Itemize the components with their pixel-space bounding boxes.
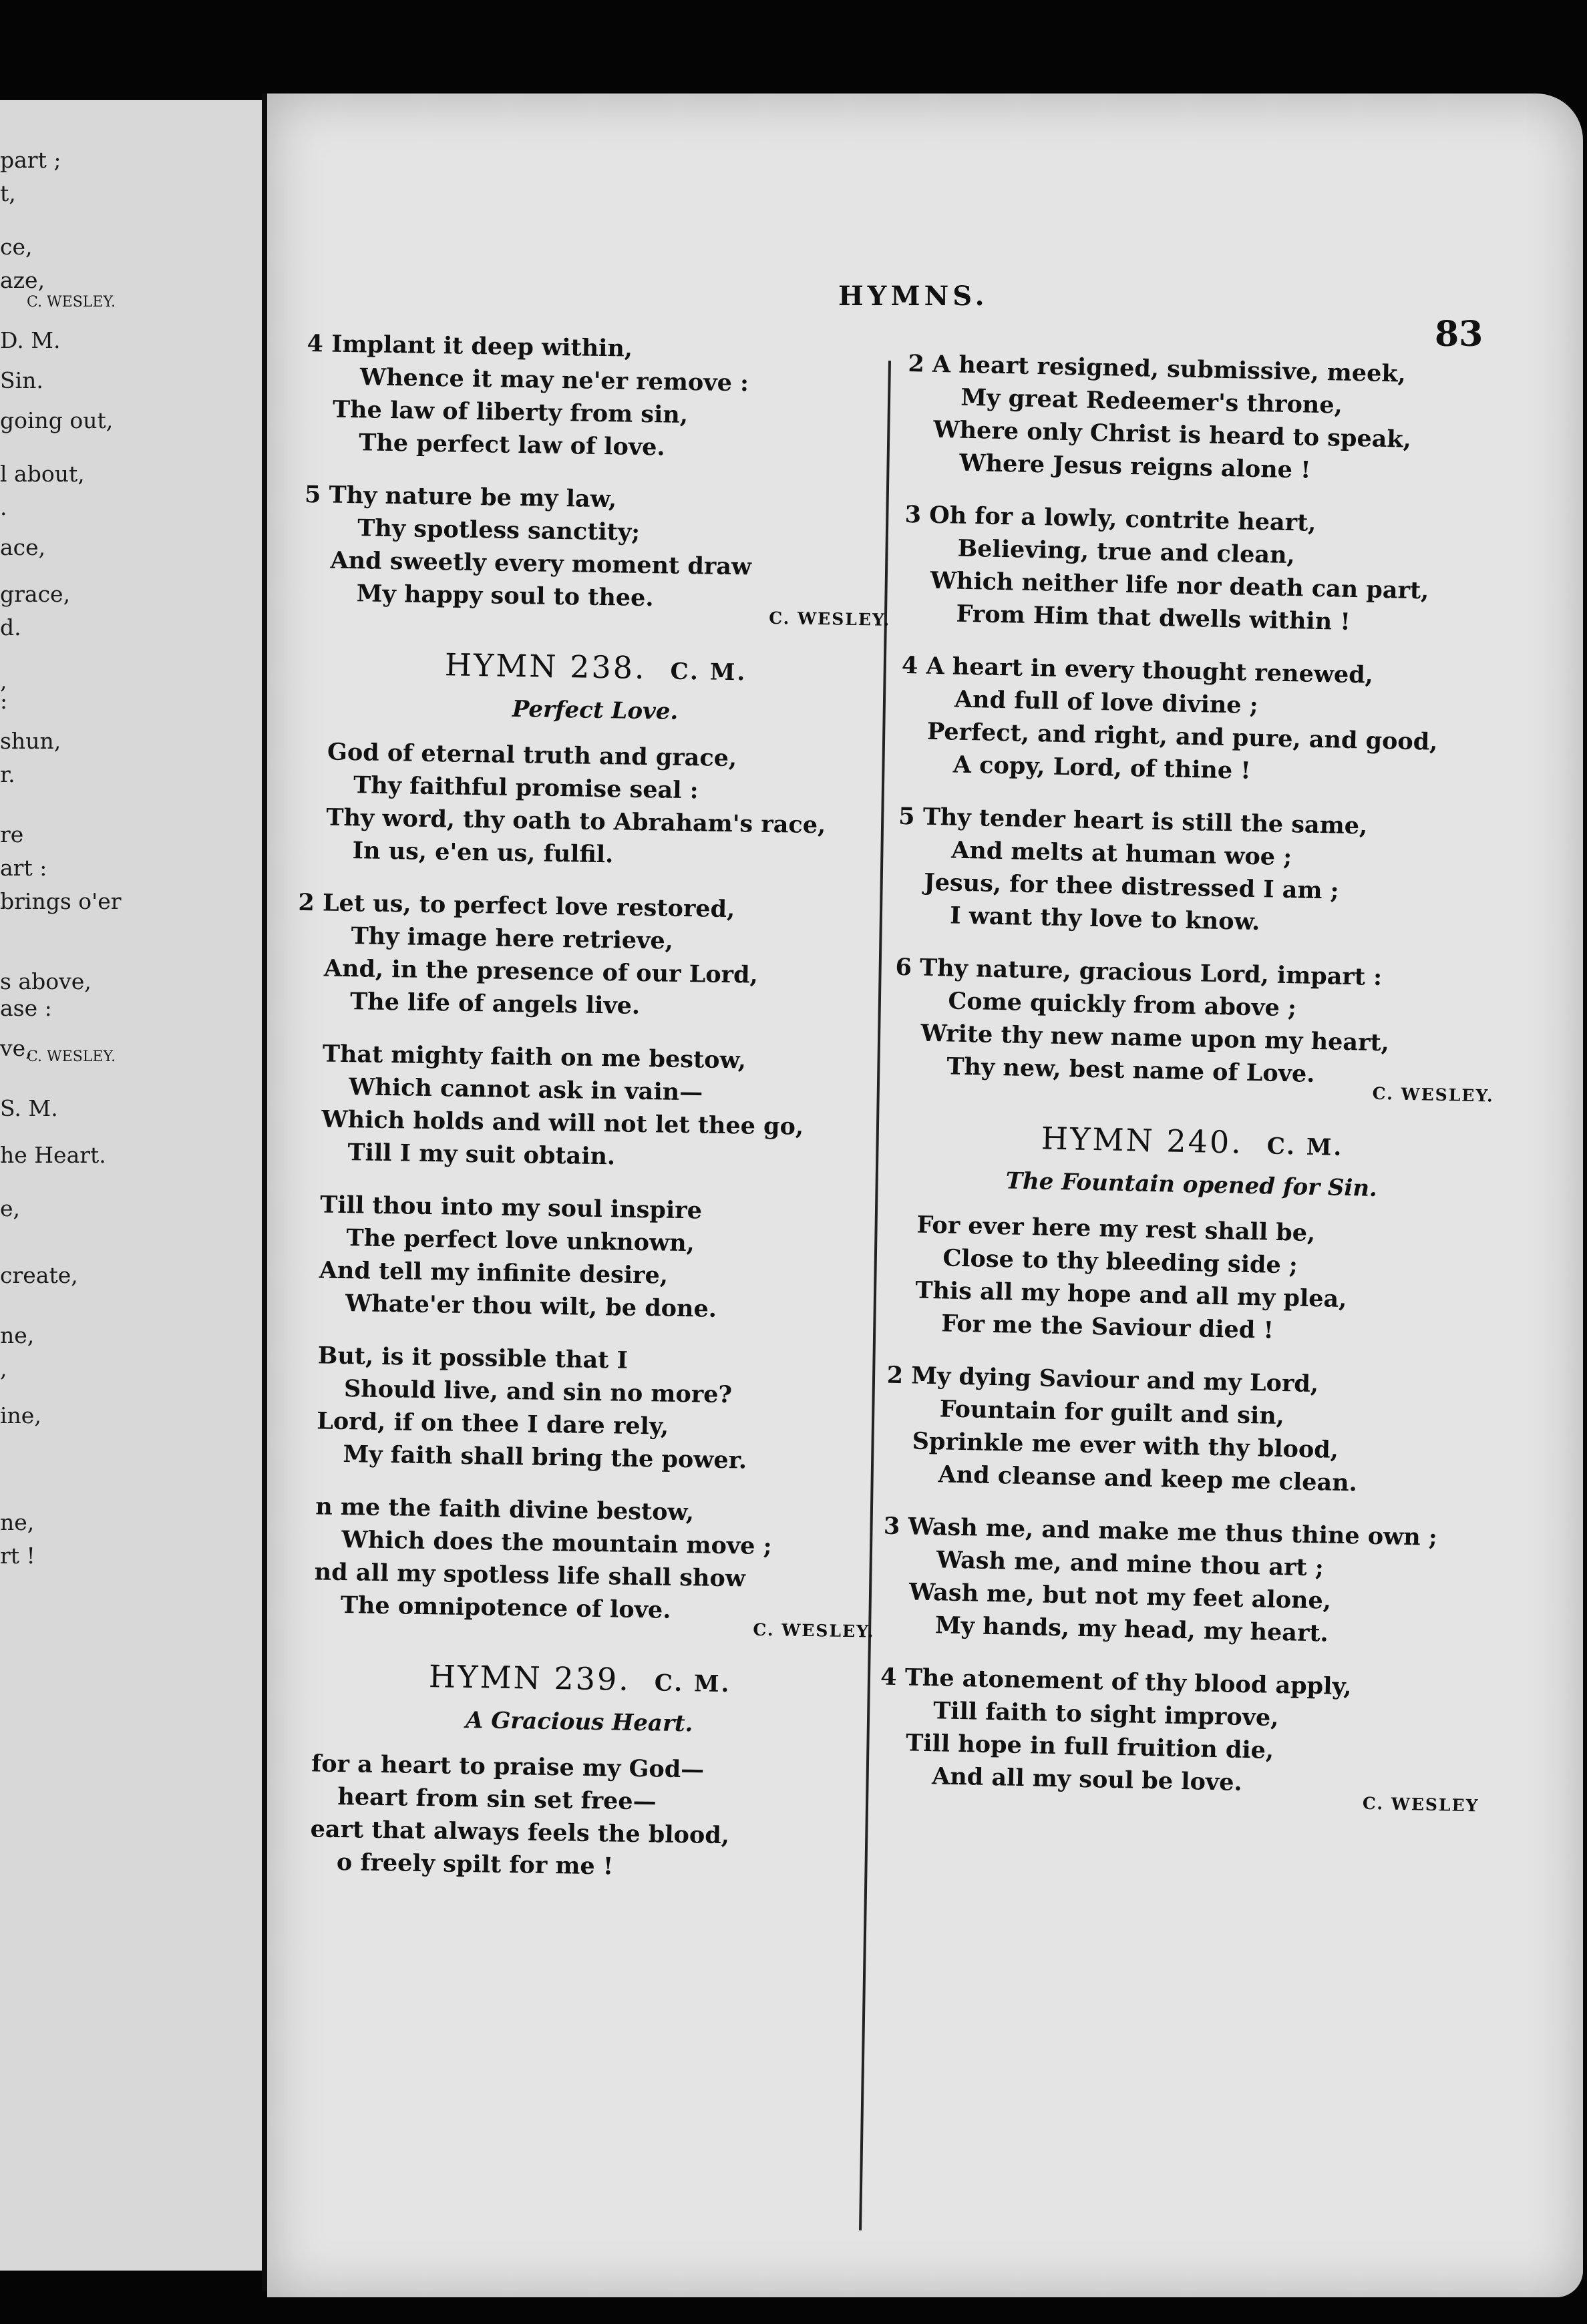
verse-text: I want thy love to know. [949, 902, 1260, 936]
stanza-number: 4 [901, 651, 926, 680]
verse-text: Wash me, and make me thus thine own ; [908, 1513, 1438, 1551]
verse-text: A heart resigned, submissive, meek, [932, 350, 1407, 388]
verse-text: Come quickly from above ; [948, 987, 1297, 1022]
verse-text: Thy nature be my law, [329, 481, 617, 514]
verse-text: And melts at human woe ; [950, 836, 1292, 872]
verse-text: My great Redeemer's throne, [960, 383, 1343, 419]
stanza-number: 4 [880, 1663, 906, 1692]
verse-text: A copy, Lord, of thine ! [952, 751, 1252, 785]
hymn-stanza [299, 735, 888, 876]
left-page-text-fragment: s above, [0, 968, 92, 994]
hymn-stanza [283, 1747, 873, 1887]
verse-text: And cleanse and keep me clean. [938, 1461, 1358, 1497]
verse-text: And full of love divine ; [954, 685, 1259, 720]
hymn-stanza [899, 649, 1503, 793]
verse-text: The law of liberty from sin, [332, 395, 689, 429]
verse-text: o freely spilt for me ! [336, 1848, 614, 1881]
verse-text: Jesus, for thee distressed I am ; [923, 868, 1340, 905]
author-attribution: C. WESLEY [1362, 1793, 1479, 1816]
verse-text: From Him that dwells within ! [956, 600, 1351, 636]
verse-text: My faith shall bring the power. [343, 1440, 747, 1475]
verse-text: For ever here my rest shall be, [916, 1211, 1316, 1247]
stanza-number: 5 [898, 802, 924, 831]
verse-text: The life of angels live. [349, 988, 641, 1020]
left-page-text-fragment: e, [0, 1195, 21, 1221]
left-page-text-fragment: : [0, 688, 8, 714]
hymn-stanza [287, 1490, 876, 1641]
hymn-subtitle: The Fountain opened for Sin. [1005, 1167, 1378, 1202]
hymn-title [892, 1117, 1493, 1166]
verse-text: A heart in every thought renewed, [926, 652, 1374, 689]
stanza-number: 3 [904, 500, 930, 529]
right-column [878, 347, 1510, 1839]
verse-text: For me the Saviour died ! [940, 1310, 1274, 1344]
running-head: HYMNS. [838, 280, 989, 312]
left-page-text-fragment: create, [0, 1262, 78, 1288]
verse-text: Thy image here retrieve, [351, 922, 674, 955]
stanza-number: 2 [908, 349, 933, 378]
hymn-meter: C. M. [1266, 1133, 1344, 1161]
verse-text: But, is it possible that I [317, 1342, 629, 1374]
verse-text: Till faith to sight improve, [932, 1697, 1279, 1732]
left-page-text-fragment: d. [0, 614, 21, 640]
hymn-meter: C. M. [654, 1670, 731, 1698]
verse-text: This all my hope and all my plea, [915, 1276, 1347, 1314]
verse-text: Which neither life nor death can part, [930, 566, 1429, 605]
verse-text: Close to thy bleeding side ; [942, 1244, 1298, 1280]
left-page-fragment [0, 100, 290, 2271]
left-page-text-fragment: S. M. [0, 1095, 58, 1121]
verse-text: And sweetly every moment draw [330, 546, 752, 581]
verse-text: nd all my spotless life shall show [314, 1558, 746, 1593]
left-page-text-fragment: t, [0, 180, 16, 206]
verse-text: Till thou into my soul inspire [320, 1191, 703, 1225]
verse-text: Let us, to perfect love restored, [322, 889, 735, 924]
hymn-title [302, 644, 890, 690]
hymn-number: HYMN 240. [1041, 1120, 1244, 1161]
left-page-text-fragment: re [0, 821, 24, 847]
verse-text: Whate'er thou wilt, be done. [345, 1290, 717, 1323]
verse-text: Wash me, but not my feet alone, [908, 1578, 1332, 1615]
verse-text: And tell my infinite desire, [319, 1256, 669, 1290]
left-page-text-fragment: . [0, 494, 7, 520]
hymn-stanza [294, 1037, 884, 1177]
verse-text: Write thy new name upon my heart, [920, 1019, 1390, 1057]
verse-text: for a heart to praise my God— [311, 1750, 705, 1784]
hymn-stanza [896, 800, 1500, 944]
left-page-text-fragment: grace, [0, 581, 71, 607]
verse-text: And, in the presence of our Lord, [323, 954, 759, 989]
left-page-text-fragment: ase : [0, 995, 52, 1021]
verse-text: Wash me, and mine thou art ; [936, 1546, 1325, 1582]
verse-text: Thy faithful promise seal : [353, 771, 699, 805]
verse-text: My dying Saviour and my Lord, [910, 1362, 1319, 1398]
verse-text: Thy tender heart is still the same, [922, 803, 1368, 840]
left-page-text-fragment: C. WESLEY. [27, 1048, 116, 1065]
left-page-text-fragment: rt ! [0, 1543, 35, 1569]
left-page-text-fragment: , [0, 1356, 7, 1382]
hymn-stanza [893, 951, 1497, 1106]
hymn-stanza [888, 1208, 1491, 1352]
left-page-text-fragment: ve, [0, 1035, 33, 1061]
stanza-number: 6 [895, 953, 920, 982]
left-page-text-fragment: Sin. [0, 367, 43, 393]
left-page-text-fragment: aze, [0, 267, 45, 293]
verse-text: Till I my suit obtain. [347, 1139, 616, 1171]
left-page-text-fragment: part ; [0, 147, 61, 173]
verse-text: Should live, and sin no more? [343, 1375, 733, 1409]
author-attribution: C. WESLEY. [769, 608, 891, 630]
hymn-stanza [881, 1510, 1485, 1654]
stanza-number: 2 [886, 1361, 912, 1390]
left-page-text-fragment: going out, [0, 407, 114, 433]
stanza-number: 3 [883, 1512, 908, 1541]
stanza-number: 5 [304, 480, 329, 509]
hymn-title [286, 1656, 874, 1702]
left-page-text-fragment: brings o'er [0, 888, 122, 914]
hymn-stanza [305, 327, 895, 467]
verse-text: n me the faith divine bestow, [315, 1493, 695, 1527]
left-page-text-fragment: l about, [0, 461, 85, 487]
left-page-text-fragment: ace, [0, 534, 46, 560]
verse-text: God of eternal truth and grace, [327, 738, 737, 773]
verse-text: Where Jesus reigns alone ! [958, 449, 1311, 484]
verse-text: Thy word, thy oath to Abraham's race, [326, 803, 826, 839]
left-page-text-fragment: ce, [0, 234, 33, 260]
left-page-text-fragment: D. M. [0, 327, 61, 353]
left-page-text-fragment: C. WESLEY. [27, 294, 116, 311]
verse-text: Where only Christ is heard to speak, [932, 415, 1412, 453]
stanza-number: 4 [307, 329, 332, 358]
left-page-text-fragment: ne, [0, 1509, 35, 1535]
verse-text: eart that always feels the blood, [310, 1815, 730, 1850]
left-page-text-fragment: shun, [0, 728, 61, 754]
page-number: 83 [1435, 314, 1483, 355]
verse-text: Lord, if on thee I dare rely, [316, 1407, 669, 1440]
hymn-stanza [289, 1339, 879, 1479]
hymn-subtitle: A Gracious Heart. [465, 1706, 693, 1738]
verse-text: Believing, true and clean, [957, 534, 1296, 570]
verse-text: Oh for a lowly, contrite heart, [928, 501, 1316, 537]
verse-text: My hands, my head, my heart. [934, 1611, 1329, 1648]
hymn-stanza [292, 1188, 882, 1328]
left-page-text-fragment: r. [0, 761, 15, 787]
verse-text: Thy spotless sanctity; [357, 514, 641, 546]
hymn-meter: C. M. [670, 658, 747, 687]
left-column [283, 327, 895, 1907]
left-page-text-fragment: ne, [0, 1322, 35, 1348]
verse-text: Sprinkle me ever with thy blood, [912, 1427, 1339, 1464]
left-page-text-fragment: he Heart. [0, 1142, 106, 1168]
hymn-number: HYMN 239. [428, 1658, 631, 1698]
book-page [267, 93, 1583, 2297]
hymn-subtitle: Perfect Love. [512, 695, 679, 725]
verse-text: Fountain for guilt and sin, [939, 1395, 1285, 1430]
verse-text: Which holds and will not let thee go, [321, 1105, 804, 1141]
verse-text: Whence it may ne'er remove : [359, 363, 749, 397]
verse-text: Which does the mountain move ; [341, 1526, 772, 1561]
hymn-stanza [884, 1359, 1488, 1503]
hymn-stanza [902, 498, 1506, 642]
verse-text: The atonement of thy blood apply, [904, 1664, 1353, 1701]
verse-text: The perfect love unknown, [346, 1224, 695, 1257]
author-attribution: C. WESLEY. [753, 1619, 875, 1641]
verse-text: Perfect, and right, and pure, and good, [926, 717, 1438, 756]
hymn-stanza [303, 478, 892, 630]
verse-text: The perfect law of love. [358, 429, 665, 461]
verse-text: And all my soul be love. [931, 1762, 1243, 1796]
stanza-number: 2 [298, 888, 323, 917]
verse-text: Till hope in full fruition die, [905, 1729, 1274, 1764]
verse-text: Thy nature, gracious Lord, impart : [919, 954, 1383, 992]
verse-text: Which cannot ask in vain— [348, 1073, 703, 1107]
verse-text: In us, e'en us, fulfil. [352, 837, 614, 869]
hymn-number: HYMN 238. [444, 646, 647, 687]
left-page-text-fragment: art : [0, 855, 47, 881]
hymn-stanza [878, 1661, 1481, 1816]
verse-text: That mighty faith on me bestow, [322, 1040, 747, 1075]
left-page-text-fragment: ine, [0, 1402, 41, 1428]
verse-text: My happy soul to thee. [356, 580, 654, 612]
verse-text: The omnipotence of love. [340, 1591, 671, 1624]
verse-text: heart from sin set free— [337, 1782, 657, 1816]
hymn-stanza [297, 886, 886, 1026]
verse-text: Thy new, best name of Love. [946, 1052, 1315, 1088]
left-page-text-fragment: , [0, 668, 7, 694]
verse-text: Implant it deep within, [331, 330, 633, 363]
author-attribution: C. WESLEY. [1372, 1083, 1495, 1106]
hymn-stanza [906, 347, 1510, 491]
